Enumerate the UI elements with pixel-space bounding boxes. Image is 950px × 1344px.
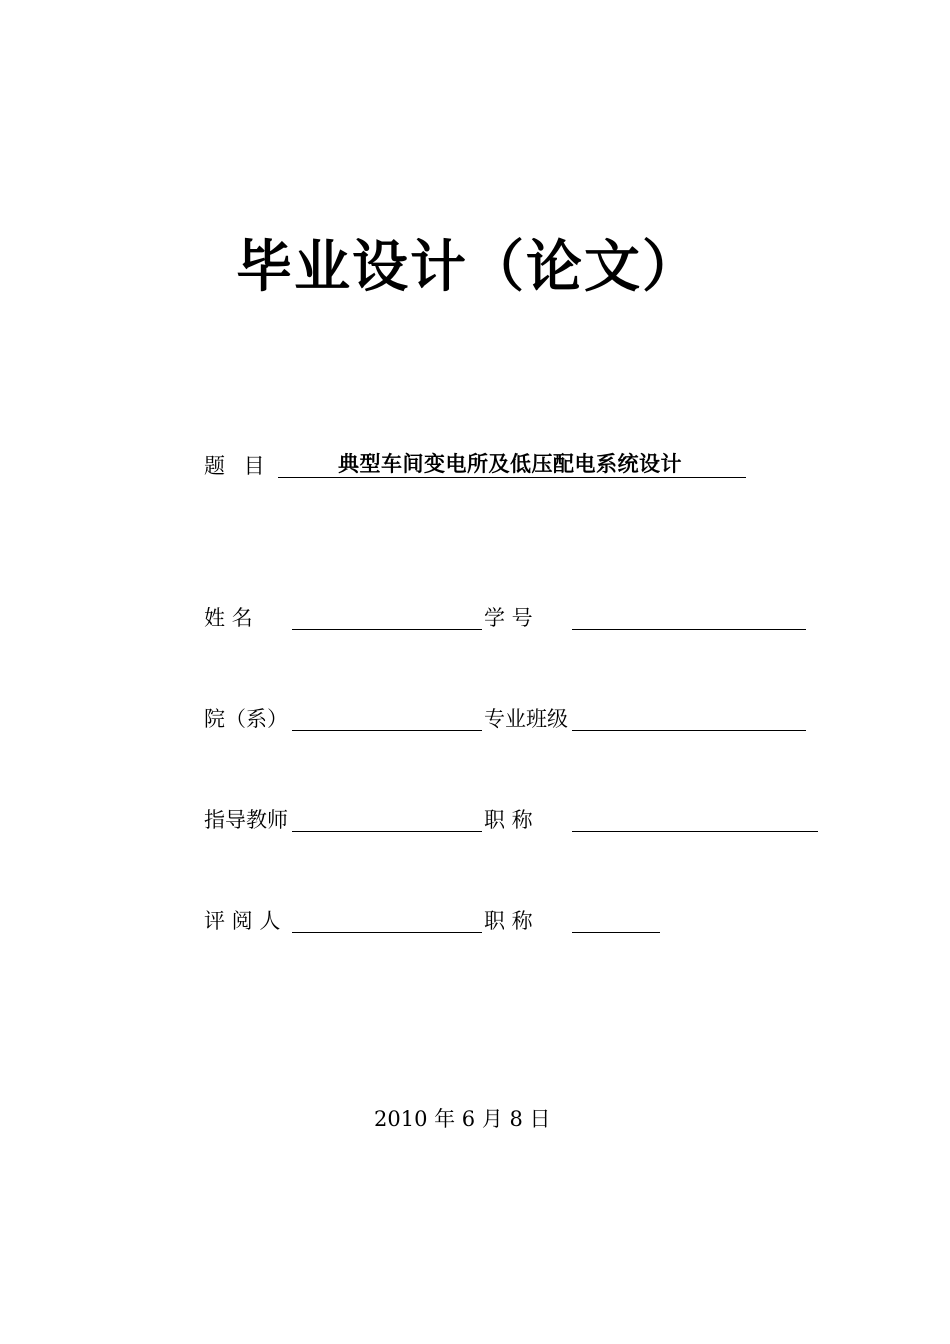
student-id-label: 学 号 [484,606,533,630]
topic-label: 题 目 [204,454,271,478]
topic-row [204,452,764,480]
department-label: 院（系） [204,707,288,731]
advisor-title-field[interactable] [572,831,818,832]
topic-value: 典型车间变电所及低压配电系统设计 [338,452,682,476]
reviewer-label: 评 阅 人 [204,909,281,933]
advisor-row [204,806,824,834]
reviewer-row [204,907,684,935]
name-field[interactable] [292,629,482,630]
student-id-field[interactable] [572,629,806,630]
advisor-field[interactable] [292,831,482,832]
name-id-row [204,604,814,632]
reviewer-title-label: 职 称 [484,909,533,933]
major-class-field[interactable] [572,730,806,731]
document-title: 毕业设计（论文） [236,235,700,300]
major-class-label: 专业班级 [484,707,568,731]
advisor-label: 指导教师 [204,808,288,832]
reviewer-title-field[interactable] [572,932,660,933]
submission-date: 2010 年 6 月 8 日 [374,1107,551,1131]
department-major-row [204,705,814,733]
advisor-title-label: 职 称 [484,808,533,832]
name-label: 姓 名 [204,606,253,630]
reviewer-field[interactable] [292,932,482,933]
department-field[interactable] [292,730,482,731]
